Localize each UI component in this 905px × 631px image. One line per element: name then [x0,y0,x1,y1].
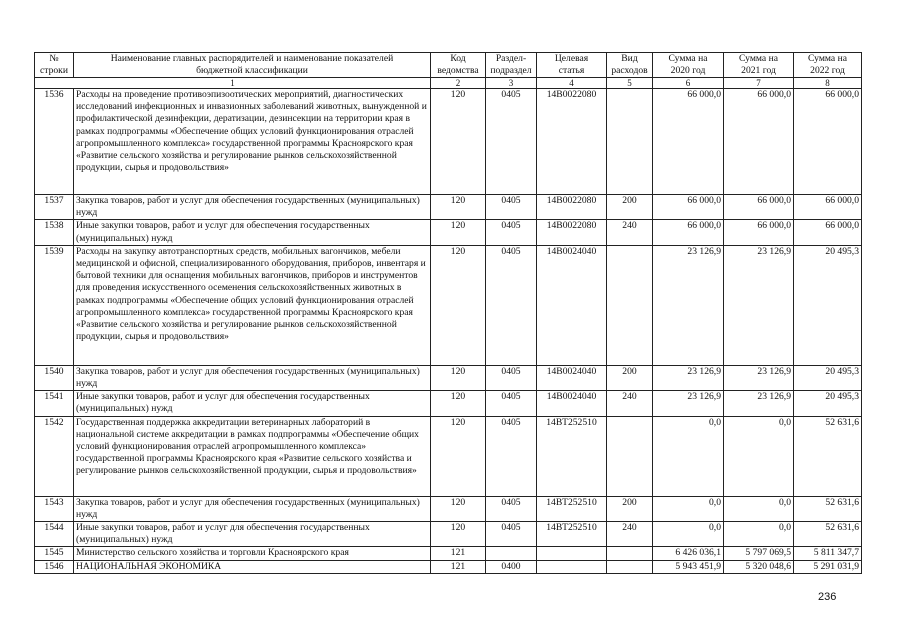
row-sum-2022: 66 000,0 [794,220,862,245]
col-number-6: 6 [653,78,724,89]
row-target-article: 14В0022080 [537,220,607,245]
row-section: 0405 [486,89,537,195]
row-expense-kind [607,560,653,573]
row-sum-2022: 20 495,3 [794,245,862,365]
row-number: 1538 [35,220,74,245]
table-row [35,195,862,220]
row-sum-2022: 20 495,3 [794,365,862,390]
row-name: Иные закупки товаров, работ и услуг для обеспечения государственных (муниципальных) нужд [74,522,431,547]
row-target-article: 14ВТ252510 [537,496,607,521]
col-number-5: 5 [607,78,653,89]
row-section: 0405 [486,496,537,521]
row-target-article: 14В0024040 [537,245,607,365]
row-expense-kind: 240 [607,522,653,547]
row-sum-2021: 0,0 [724,496,794,521]
row-expense-kind [607,245,653,365]
row-dept-code: 120 [431,416,486,496]
row-section: 0405 [486,522,537,547]
header-row [35,53,862,78]
col-number-2: 2 [431,78,486,89]
row-sum-2022: 5 811 347,7 [794,547,862,560]
row-sum-2022: 52 631,6 [794,496,862,521]
table-row [35,245,862,365]
row-sum-2020: 0,0 [653,496,724,521]
row-sum-2022: 52 631,6 [794,522,862,547]
table-row [35,89,862,195]
row-name: Иные закупки товаров, работ и услуг для обеспечения государственных (муниципальных) нужд [74,220,431,245]
row-section: 0405 [486,195,537,220]
row-sum-2021: 66 000,0 [724,195,794,220]
row-sum-2021: 23 126,9 [724,365,794,390]
row-sum-2020: 23 126,9 [653,245,724,365]
row-sum-2020: 6 426 036,1 [653,547,724,560]
row-sum-2020: 66 000,0 [653,195,724,220]
row-target-article: 14ВТ252510 [537,416,607,496]
column-number-row [35,78,862,89]
row-dept-code: 120 [431,365,486,390]
row-name: Закупка товаров, работ и услуг для обеспечения государственных (муниципальных) нужд [74,496,431,521]
row-section: 0405 [486,416,537,496]
row-sum-2022: 5 291 031,9 [794,560,862,573]
row-expense-kind [607,89,653,195]
row-target-article [537,560,607,573]
header-num: № строки [35,53,74,78]
row-target-article [537,547,607,560]
row-sum-2021: 0,0 [724,416,794,496]
header-target: Целевая статья [537,53,607,78]
row-expense-kind: 240 [607,220,653,245]
row-expense-kind [607,547,653,560]
row-dept-code: 121 [431,560,486,573]
row-number: 1539 [35,245,74,365]
page-number: 236 [818,591,837,603]
table-row [35,416,862,496]
table-row [35,220,862,245]
row-sum-2020: 23 126,9 [653,391,724,416]
row-name: Закупка товаров, работ и услуг для обеспечения государственных (муниципальных) нужд [74,195,431,220]
row-sum-2021: 5 797 069,5 [724,547,794,560]
row-expense-kind [607,416,653,496]
row-sum-2022: 66 000,0 [794,195,862,220]
row-number: 1543 [35,496,74,521]
row-dept-code: 120 [431,496,486,521]
row-expense-kind: 200 [607,365,653,390]
row-sum-2020: 0,0 [653,416,724,496]
row-target-article: 14В0024040 [537,391,607,416]
row-expense-kind: 240 [607,391,653,416]
row-number: 1536 [35,89,74,195]
row-sum-2020: 66 000,0 [653,220,724,245]
row-dept-code: 120 [431,195,486,220]
row-section: 0405 [486,391,537,416]
row-sum-2020: 5 943 451,9 [653,560,724,573]
row-target-article: 14В0022080 [537,195,607,220]
table-row [35,547,862,560]
row-number: 1541 [35,391,74,416]
row-section: 0405 [486,245,537,365]
row-number: 1544 [35,522,74,547]
row-dept-code: 120 [431,89,486,195]
table-row [35,560,862,573]
row-section: 0405 [486,365,537,390]
row-sum-2021: 66 000,0 [724,89,794,195]
table-row [35,522,862,547]
row-sum-2021: 23 126,9 [724,245,794,365]
col-number-3: 3 [486,78,537,89]
row-number: 1540 [35,365,74,390]
header-name: Наименование главных распорядителей и наименование показателей бюджетной классификации [74,53,431,78]
row-sum-2021: 23 126,9 [724,391,794,416]
row-dept-code: 120 [431,522,486,547]
row-sum-2020: 23 126,9 [653,365,724,390]
row-target-article: 14ВТ252510 [537,522,607,547]
row-section: 0400 [486,560,537,573]
col-number-1: 1 [35,78,431,89]
col-number-7: 7 [724,78,794,89]
col-number-8: 8 [794,78,862,89]
row-name: Расходы на закупку автотранспортных средств, мобильных вагончиков, мебели медицинской и офисной, специализированного оборудования, приборов, инвентаря и бытовой техники для оснащения мобильных вагончиков, приборов и инструментов для проведения искусственного осеменения сельскохозяйственных животных в рамках подпрограммы «Обеспечение общих условий функционирования отраслей агропромышленного комплекса» государственной программы Красноярского края «Развитие сельского хозяйства и регулирование рынков сельскохозяйственной продукции, сырья и продовольствия» [74,245,431,365]
row-target-article: 14В0022080 [537,89,607,195]
row-dept-code: 120 [431,220,486,245]
header-dept: Код ведомства [431,53,486,78]
row-name: Министерство сельского хозяйства и торговли Красноярского края [74,547,431,560]
row-sum-2020: 0,0 [653,522,724,547]
budget-table [34,52,862,574]
row-number: 1537 [35,195,74,220]
row-name: Государственная поддержка аккредитации ветеринарных лабораторий в национальной системе аккредитации в рамках подпрограммы «Обеспечение общих условий функционирования отраслей агропромышленного комплекса» государственной программы Красноярского края «Развитие сельского хозяйства и регулирование рынков сельскохозяйственной продукции, сырья и продовольствия» [74,416,431,496]
col-number-4: 4 [537,78,607,89]
table-row [35,496,862,521]
table-body [35,89,862,574]
header-sum-2022: Сумма на 2022 год [794,53,862,78]
row-expense-kind: 200 [607,496,653,521]
row-sum-2022: 20 495,3 [794,391,862,416]
row-target-article: 14В0024040 [537,365,607,390]
row-name: Иные закупки товаров, работ и услуг для обеспечения государственных (муниципальных) нужд [74,391,431,416]
row-dept-code: 120 [431,391,486,416]
row-sum-2022: 66 000,0 [794,89,862,195]
row-number: 1542 [35,416,74,496]
row-dept-code: 120 [431,245,486,365]
row-name: Закупка товаров, работ и услуг для обеспечения государственных (муниципальных) нужд [74,365,431,390]
row-expense-kind: 200 [607,195,653,220]
row-section: 0405 [486,220,537,245]
header-sum-2020: Сумма на 2020 год [653,53,724,78]
row-sum-2021: 0,0 [724,522,794,547]
header-section: Раздел- подраздел [486,53,537,78]
row-sum-2021: 5 320 048,6 [724,560,794,573]
table-row [35,391,862,416]
row-sum-2022: 52 631,6 [794,416,862,496]
row-dept-code: 121 [431,547,486,560]
row-number: 1546 [35,560,74,573]
row-section [486,547,537,560]
row-name: Расходы на проведение противоэпизоотических мероприятий, диагностических исследований инфекционных и инвазионных заболеваний животных, вынужденной и профилактической дезинфекции, дератизации, дезинсекции на территории края в рамках подпрограммы «Обеспечение общих условий функционирования отраслей агропромышленного комплекса» государственной программы Красноярского края «Развитие сельского хозяйства и регулирование рынков сельскохозяйственной продукции, сырья и продовольствия» [74,89,431,195]
header-kind: Вид расходов [607,53,653,78]
row-name: НАЦИОНАЛЬНАЯ ЭКОНОМИКА [74,560,431,573]
row-number: 1545 [35,547,74,560]
row-sum-2020: 66 000,0 [653,89,724,195]
header-sum-2021: Сумма на 2021 год [724,53,794,78]
table-row [35,365,862,390]
row-sum-2021: 66 000,0 [724,220,794,245]
